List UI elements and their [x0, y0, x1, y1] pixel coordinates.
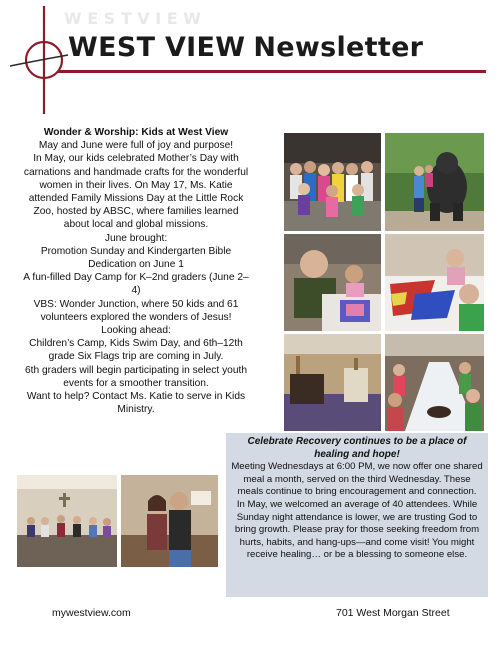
photo-meal-table — [385, 334, 484, 431]
recovery-article-line: In May, we welcomed an average of 40 attendees. While Sunday night attendance is lower, we are trusting God to bring growth. Please pray for those seeking freedom from hurts, habits, and hang-ups—and come visit! You might receive healing… or be a blessing to someone else. — [234, 498, 480, 561]
photo-kids-painting — [385, 234, 484, 331]
photo-couple — [121, 475, 218, 567]
svg-text:W E S T V I E W: W E S T V I E W — [64, 9, 201, 28]
kids-article-line: VBS: Wonder Junction, where 50 kids and 61 volunteers explored the wonders of Jesus! — [33, 298, 239, 323]
kids-article-line: 6th graders will begin participating in select youth events for a smoother transition. — [25, 364, 247, 389]
kids-article — [20, 126, 252, 416]
kids-article-line: Children’s Camp, Kids Swim Day, and 6th–12th grade Six Flags trip are coming in July. — [29, 338, 243, 363]
photo-chapel-room — [284, 334, 381, 431]
photo-kids-group — [284, 133, 381, 231]
kids-article-heading: Wonder & Worship: Kids at West View — [43, 127, 229, 138]
kids-article-line: June brought: — [104, 232, 168, 244]
recovery-article — [226, 433, 488, 597]
recovery-article-heading: Celebrate Recovery continues to be a place of healing and hope! — [247, 436, 467, 460]
kids-article-line: A fun-filled Day Camp for K–2nd graders (June 2–4) — [23, 272, 249, 297]
footer-address: 701 West Morgan Street — [336, 607, 450, 619]
masthead — [0, 0, 500, 120]
newsletter-title — [68, 32, 423, 63]
kids-article-line: Want to help? Contact Ms. Katie to serve in Kids Ministry. — [26, 391, 246, 416]
kids-article-line: In May, our kids celebrated Mother’s Day with carnations and handmade crafts for the wonderful women in their lives. On May 17, Ms. Katie attended Family Missions Day at the Little Rock Zoo, hosted by ABSC, where families learned about local and global missions. — [23, 153, 249, 231]
photo-zoo-gorilla — [385, 133, 484, 231]
photo-recovery-meeting — [17, 475, 117, 567]
title-west-view: WEST VIEW — [68, 32, 246, 63]
photo-kid-crafts — [284, 234, 381, 331]
title-suffix: Newsletter — [253, 32, 424, 63]
footer-website: mywestview.com — [52, 607, 131, 619]
kids-article-line: May and June were full of joy and purpose! — [38, 140, 234, 152]
recovery-article-line: Meeting Wednesdays at 6:00 PM, we now offer one shared meal a month, served on the third Wednesday. These meals continue to bring encouragement and connection. — [231, 461, 483, 498]
kids-article-line: Looking ahead: — [101, 325, 171, 337]
kids-article-line: Promotion Sunday and Kindergarten Bible Dedication on June 1 — [40, 245, 232, 271]
